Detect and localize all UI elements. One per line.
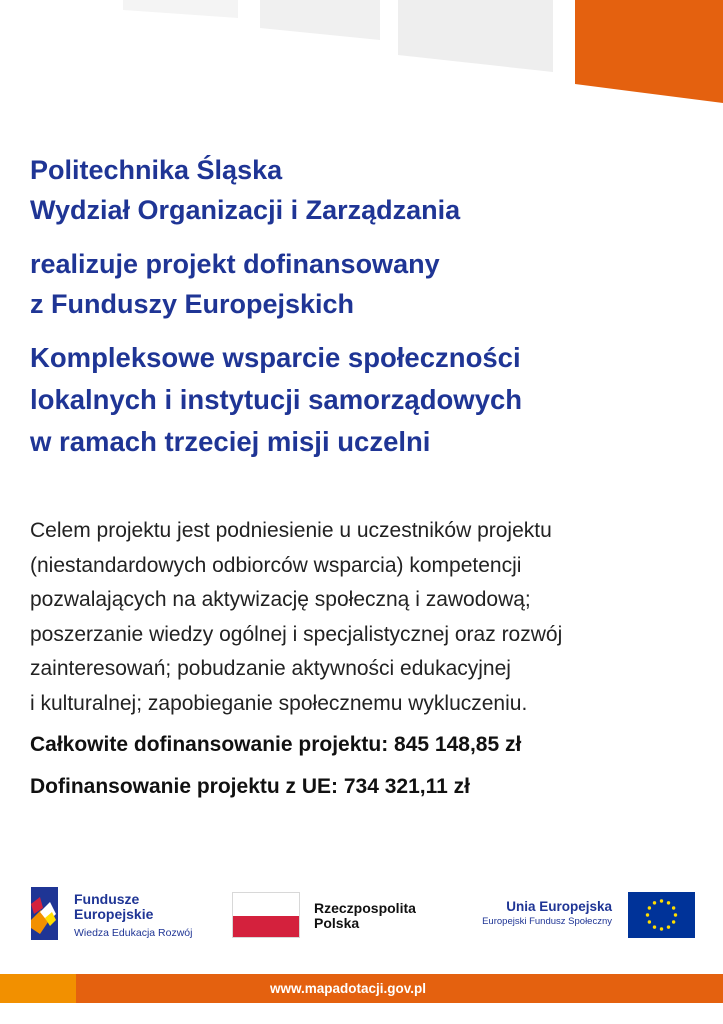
footer-bar — [0, 974, 723, 1003]
description-line: i kulturalnej; zapobieganie społecznemu wykluczeniu. — [30, 691, 528, 715]
rzeczpospolita-polska-logo — [232, 892, 452, 942]
eu-star-icon — [660, 899, 663, 902]
description-line: (niestandardowych odbiorców wsparcia) kompetencji — [30, 553, 522, 577]
eu-star-icon — [660, 927, 663, 930]
pl-text — [314, 901, 416, 931]
description-line: zainteresowań; pobudzanie aktywności edukacyjnej — [30, 657, 511, 680]
top-decoration — [0, 0, 723, 110]
project-title-line: Kompleksowe wsparcie społeczności — [30, 342, 521, 373]
project-title — [30, 337, 690, 463]
statement-heading — [30, 244, 690, 324]
eu-star-icon — [653, 925, 656, 928]
eu-star-icon — [672, 920, 675, 923]
project-description — [30, 514, 710, 721]
fe-tagline: Wiedza Edukacja Rozwój — [74, 927, 193, 939]
description-line: pozwalających na aktywizację społeczną i zawodową; — [30, 588, 531, 611]
eu-star-icon — [648, 920, 651, 923]
pl-line1: Rzeczpospolita — [314, 900, 416, 916]
fe-line2: Europejskie — [74, 906, 154, 922]
fundusze-europejskie-logo — [28, 884, 203, 946]
pl-line2: Polska — [314, 915, 360, 931]
eu-star-icon — [667, 901, 670, 904]
eu-star-icon — [667, 925, 670, 928]
faculty-name: Wydział Organizacji i Zarządzania — [30, 195, 461, 225]
institution-heading — [30, 150, 690, 230]
footer-website-link[interactable]: www.mapadotacji.gov.pl — [270, 981, 427, 996]
institution-name: Politechnika Śląska — [30, 155, 283, 185]
statement-line: z Funduszy Europejskich — [30, 289, 355, 319]
eu-subtitle: Europejski Fundusz Społeczny — [482, 916, 612, 927]
polish-flag-icon — [232, 892, 300, 938]
logo-bar — [0, 880, 723, 950]
eu-text — [482, 898, 612, 929]
footer-accent — [0, 974, 76, 1003]
fundusze-europejskie-logo-icon — [28, 884, 68, 944]
fe-line1: Fundusze — [74, 891, 140, 907]
project-title-line: w ramach trzeciej misji uczelni — [30, 426, 431, 457]
eu-star-icon — [672, 906, 675, 909]
eu-funding: Dofinansowanie projektu z UE: 734 321,11 zł — [30, 775, 470, 798]
unia-europejska-logo — [470, 892, 695, 942]
statement-line: realizuje projekt dofinansowany — [30, 249, 440, 279]
total-funding: Całkowite dofinansowanie projektu: 845 148,85 zł — [30, 733, 522, 756]
eu-title: Unia Europejska — [506, 899, 612, 914]
eu-star-icon — [646, 913, 649, 916]
eu-star-icon — [674, 913, 677, 916]
eu-star-icon — [653, 901, 656, 904]
project-title-line: lokalnych i instytucji samorządowych — [30, 384, 523, 415]
fe-text — [74, 892, 192, 941]
eu-flag-icon — [628, 892, 695, 938]
eu-star-icon — [648, 906, 651, 909]
description-line: poszerzanie wiedzy ogólnej i specjalistycznej oraz rozwój — [30, 622, 563, 646]
description-line: Celem projektu jest podniesienie u uczestników projektu — [30, 519, 552, 542]
